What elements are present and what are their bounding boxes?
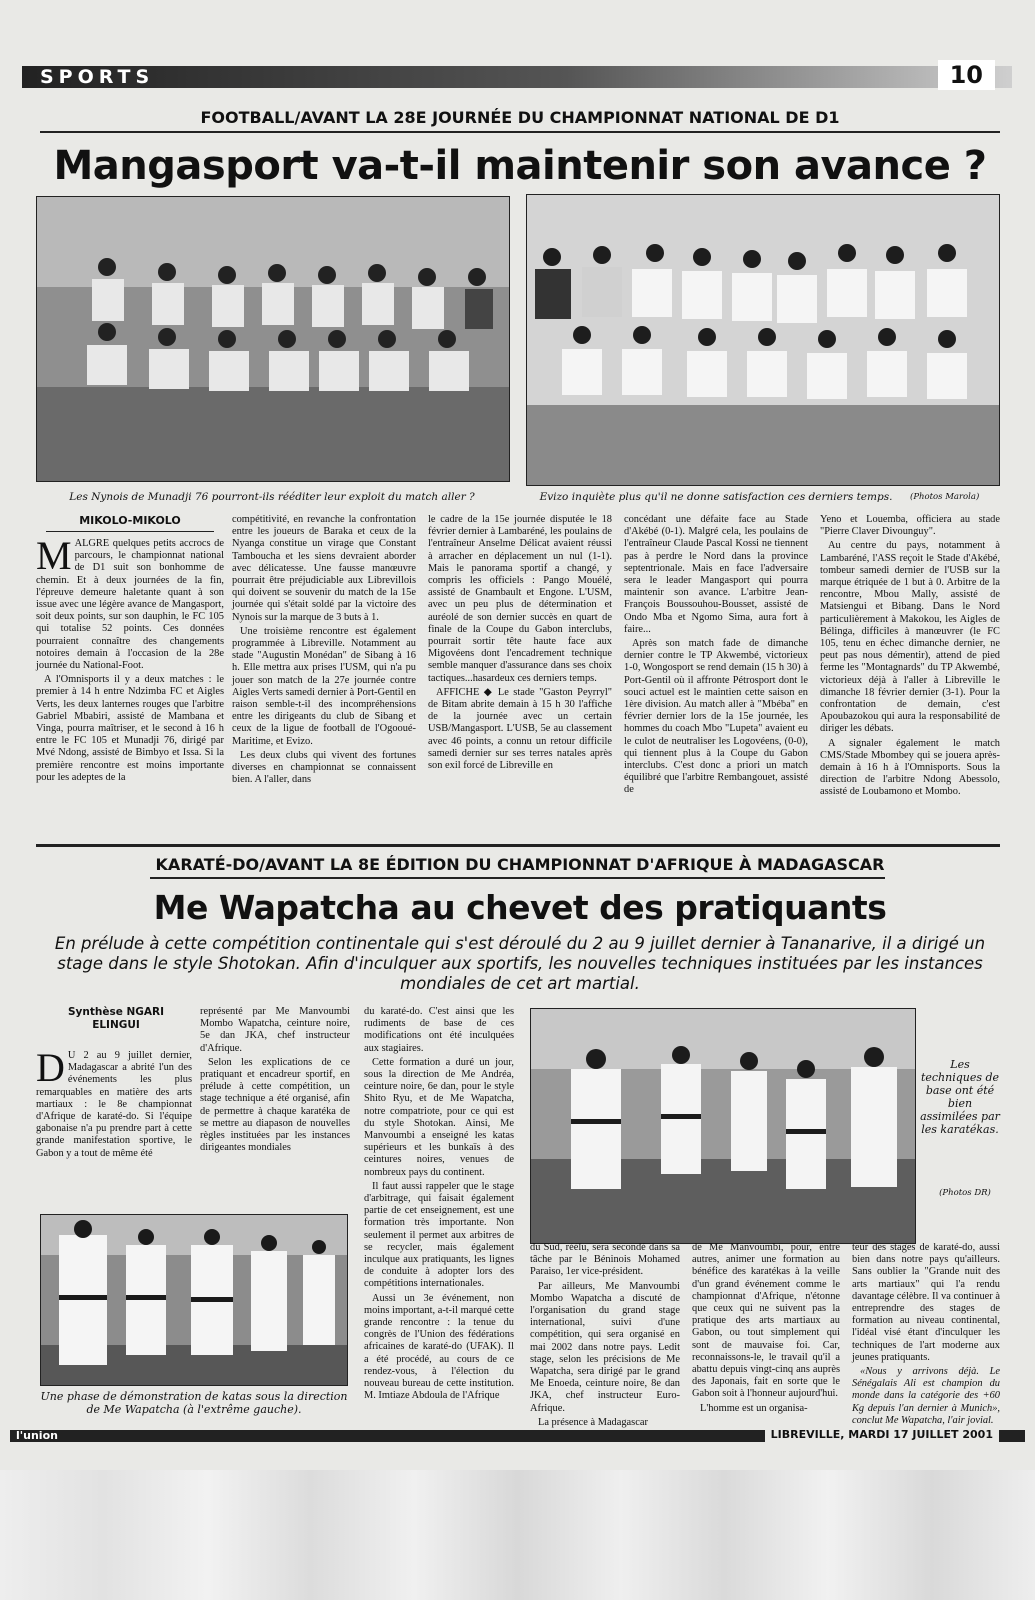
- article2-paragraph: de Me Manvoumbi, pour, entre autres, animer une formation au bénéfice des karatékas à la veille d'un grand événement comme le championnat d'Afrique, n'étonne que ceux qui ne suivent pas la pratique des arts martiaux au Gabon, ou tout simplement qui sont de mauvaise foi. Car, reconnaissons-le, le travail qu'il a abattu depuis vingt-cinq ans auprès des Japonais, fait en sorte que le Gabon soit à l'honneur aujourd'hui.: [692, 1242, 840, 1400]
- page-number: 10: [938, 60, 995, 90]
- article1-column-2: [232, 514, 416, 788]
- article1-column-5: [820, 514, 1000, 801]
- article2-column-1: [36, 1045, 192, 1162]
- article2-paragraph: Aussi un 3e événement, non moins important, a-t-il marqué cette grande rencontre : la tenue du congrès de l'Union des fédérations africaines de karaté-do (UFAK). Il a été procédé, au cours de ce rendez-vous, à l'élection du nouveau bureau de cette institution. M. Imtiaze Abdoula de l'Afrique: [364, 1292, 514, 1402]
- article1-paragraph: Au centre du pays, notamment à Lambaréné, l'ASS reçoit le Stade d'Akébé, tombeur samedi dernier de l'USB sur la marque étriquée de 1 but à 0. Arbitre de la rencontre, Mbou Mally, assisté de Matsiengui et Bibang. Dans le Nord particulièrement à Makokou, les Aigles de Bélinga, difficiles à manœuvrer (le FC 105, tenu en échec dimanche dernier, ne peut pas nous démentir), attend de pied ferme les "Montagnards" du TP Akwembé, victorieux déjà à l'aller à Libreville le dimanche 18 février dernier (3-1). Pour la confrontation de demain, c'est Apoubazokou qui aura la responsabilité de diriger les débats.: [820, 540, 1000, 735]
- byline-line: Synthèse NGARI: [67, 1006, 165, 1018]
- article2-paragraph: La présence à Madagascar: [538, 1416, 648, 1428]
- karate-photo-training: [530, 1008, 916, 1244]
- article2-paragraph: Par ailleurs, Me Manvoumbi Mombo Wapatcha a discuté de l'organisation du grand stage international, suivi d'une compétition, qui sera organisé en mai 2002 dans notre pays. Ledit stage, selon les précisions de Me Wapatcha, sera dirigé par le grand Me Enoeda, ceinture noire, 8e dan JKA, chef instructeur Euro-Afrique.: [530, 1280, 680, 1414]
- dateline: LIBREVILLE, MARDI 17 JUILLET 2001: [765, 1426, 999, 1444]
- kata-caption: Une phase de démonstration de katas sous la direction de Me Wapatcha (à l'extrême gauche).: [40, 1390, 348, 1416]
- article2-paragraph: représenté par Me Manvoumbi Mombo Wapatcha, ceinture noire, 5e dan JKA, chef instructeur d'Afrique.: [200, 1006, 350, 1054]
- byline-line: ELINGUI: [92, 1019, 140, 1031]
- article1-headline: Mangasport va-t-il maintenir son avance ?: [53, 143, 987, 189]
- karate-photo-kata: [40, 1214, 348, 1386]
- caption-evizo: Evizo inquiète plus qu'il ne donne satisfaction ces derniers temps.: [539, 491, 893, 503]
- article1-paragraph: compétitivité, en revanche la confrontation entre les joueurs de Baraka et ceux de la Nyanga constitue un virage que Constant Tamboucha et les siens devraient aborder avec délicatesse. Une fausse manœuvre pourrait être préjudiciable aux Librevillois qui doivent se souvenir du match de la 15e journée qui s'était soldé par la victoire des Nynois sur la marque de 3 buts à 1.: [232, 514, 416, 623]
- article2-paragraph: U 2 au 9 juillet dernier, Madagascar a abrité l'un des événements les plus remarquables en matière des arts martiaux : le 8e championnat d'Afrique de karaté-do. Si l'équipe gabonaise n'a pu prendre part à cette grande manifestation sportive, le Gabon y a tout de même été: [36, 1050, 192, 1159]
- article1-paragraph: AFFICHE ◆ Le stade "Gaston Peyrryl" de Bitam abrite demain à 15 h 30 l'affiche de la journée avec un certain USB/Mangasport. L'USB, 5e au classement avec 46 points, a connu un retour difficile samedi dernier sur ses terres natales après son exil forcé de Libreville en: [428, 686, 612, 772]
- scan-background: [0, 1470, 1035, 1600]
- photo-credit-dr: (Photos DR): [939, 1188, 991, 1198]
- caption-munadji: Les Nynois de Munadji 76 pourront-ils rééditer leur exploit du match aller ?: [69, 491, 475, 503]
- article2-byline: [36, 1006, 196, 1032]
- paper-name: l'union: [16, 1429, 58, 1442]
- team-photo-munadji: [36, 196, 510, 482]
- article1-column-3: [428, 514, 612, 774]
- article2-paragraph: du karaté-do. C'est ainsi que les rudiments de base de ces modifications ont été inculquées aux stagiaires.: [364, 1006, 514, 1054]
- article2-deck: En prélude à cette compétition continentale qui s'est déroulé du 2 au 9 juillet dernier à Tananarive, il a dirigé un stage dans le style Shotokan. Afin d'inculquer aux sportifs, les nouvelles techniques instituées par les instances mondiales de cet art martial.: [54, 934, 986, 993]
- article2-paragraph: L'homme est un organisa-: [700, 1402, 808, 1414]
- photo-credit-marola: (Photos Marola): [910, 492, 980, 502]
- article1-paragraph: ALGRE quelques petits accrocs de parcours, le championnat national de D1 suit son bonhomme de chemin. Et à deux journées de la fin, l'épreuve demeure haletante quant à son issue avec une légère avance de Mangasport, soit deux points, sur son dauphin, le FC 105 qui totalise 52 points. Ces données pourraient connaître des changements notoires demain à l'occasion de la 28e journée du National-Foot.: [36, 538, 224, 672]
- section-name: SPORTS: [40, 66, 155, 88]
- kicker-rule-2: [150, 877, 885, 879]
- article-divider: [36, 844, 1000, 847]
- article2-paragraph: Cette formation a duré un jour, sous la direction de Me Andréa, ceinture noire, 6e dan, pour le style Shito Ryu, et de Me Wapatcha, notre compatriote, pour ce qui est du style Shotokan. Ainsi, Me Manvoumbi a enseigné les katas supérieurs et les bunkaïs à des ceintures noires, venues de nombreux pays du continent.: [364, 1056, 514, 1178]
- article2-dropcap: D: [36, 1045, 65, 1090]
- article1-paragraph: Une troisième rencontre est également programmée à Libreville. Notamment au stade "Augustin Monédan" de Sibang à 16 h. Elle mettra aux prises l'USM, qui n'a pu jouer son match de la 27e journée contre Aigles Verts samedi dernier à Port-Gentil en raison semble-t-il des incompréhensions entre les dirigeants du club de Sibang et ceux de la ligue de football de l'Ogooué-Maritime, et Evizo.: [232, 625, 416, 747]
- article2-column-4: [530, 1242, 680, 1431]
- team-photo-evizo: [526, 194, 1000, 486]
- side-caption: Les techniques de base ont été bien assimilées par les karatékas.: [920, 1058, 1000, 1136]
- article1-column-4: [624, 514, 808, 799]
- article1-paragraph: A signaler également le match CMS/Stade Mbombey qui se jouera après-demain à 16 h à l'Omnisports. Sous la direction de l'arbitre Ndong Abessolo, assisté de Loubamono et Mombo.: [820, 737, 1000, 798]
- article2-paragraph: teur des stages de karaté-do, aussi bien dans notre pays qu'ailleurs. Sans oublier la "Grande nuit des arts martiaux" qui l'a rendu davantage célèbre. Il va continuer à entreprendre des stages de formation au niveau continental, l'idéal visé étant d'inculquer les techniques de l'art moderne aux jeunes pratiquants.: [852, 1242, 1000, 1363]
- article1-byline: MIKOLO-MIKOLO: [79, 514, 181, 527]
- article2-kicker: KARATÉ-DO/AVANT LA 8E ÉDITION DU CHAMPIONNAT D'AFRIQUE À MADAGASCAR: [155, 855, 885, 874]
- article1-paragraph: Après son match fade de dimanche dernier contre le TP Akwembé, victorieux 1-0, Wongosport se rend demain (15 h 30) à Port-Gentil où il affronte Pétrosport dont le souci actuel est le maintien cette saison en 1ère division. Au match aller à "Mbéba" en février dernier lors de la 15e journée, les hommes du coach Mbo "Lupeta" avaient eu le culot de neutraliser les Logovéens, (0-0), qui tiennent plus à la Coupe du Gabon interclubs. C'est donc a priori un match équilibré que l'arbitre Rembangouet, assisté de: [624, 638, 808, 796]
- article2-paragraph: Selon les explications de ce pratiquant et encadreur sportif, en prélude à cette compétition, un stage technique a été organisé, afin de permettre à chaque karatéka de se mettre au diapason de nouvelles règles instituées par les instances dirigeantes mondiales: [200, 1056, 350, 1154]
- article2-column-2: [200, 1006, 350, 1156]
- article1-paragraph: concédant une défaite face au Stade d'Akébé (0-1). Malgré cela, les poulains de l'entraîneur Claude Pascal Kossi ne tiennent pas à perdre le Nord dans la province septentrionale. Mais en face l'adversaire sera le leader Mangasport qui pourra maintenir son avance. L'arbitre Jean-François Boussouhou-Bousset, assisté de Ondo Mba et Ngomo Sima, aura fort à faire...: [624, 514, 808, 635]
- article1-paragraph: A l'Omnisports il y a deux matches : le premier à 14 h entre Ndzimba FC et Aigles Verts, les deux lanternes rouges que l'arbitre Gabriel Mbabiri, assisté de Mambana et Vinga, pourra maîtriser, et le second à 16 h entre le FC 105 et Munadji 76, dirigé par Mvé Ndong, assisté de Bimbyo et Issa. Si la première rencontre est moins importante pour les adeptes de la: [36, 674, 224, 783]
- article1-paragraph: le cadre de la 15e journée disputée le 18 février dernier à Lambaréné, les poulains de l'entraîneur Anselme Délicat avaient réussi à arracher en déplacement un nul (1-1). Mais le panorama sportif a changé, y compris les officiels : Pango Mouélé, assisté de Gnambault et Engone. L'USM, avec un peu plus de détermination et auréolé de son dernier succès en quart de finale de la Coupe du Gabon interclubs, pourrait sortir tête haute face aux Migovéens dont l'encadrement technique semble manquer d'assurance dans ses choix tactiques...hasardeux ces derniers temps.: [428, 514, 612, 684]
- section-bar: [22, 66, 1012, 88]
- article2-paragraph: Il faut aussi rappeler que le stage d'arbitrage, qui faisait également partie de cet enseignement, est une formation très importante. Non seulement il permet aux arbitres de se recycler, mais également inculque aux pratiquants, les lignes de conduite à adopter lors des compétitions internationales.: [364, 1180, 514, 1290]
- article1-kicker: FOOTBALL/AVANT LA 28E JOURNÉE DU CHAMPIONNAT NATIONAL DE D1: [200, 108, 840, 127]
- article2-paragraph: du Sud, réélu, sera secondé dans sa tâche par le Béninois Mohamed Paraiso, 1er vice-président.: [530, 1242, 680, 1278]
- article1-paragraph: Yeno et Louemba, officiera au stade "Pierre Claver Divounguy".: [820, 514, 1000, 538]
- article1-dropcap: M: [36, 533, 72, 578]
- article2-column-3: [364, 1006, 514, 1405]
- article2-column-6: [852, 1242, 1000, 1429]
- article2-column-5: [692, 1242, 840, 1417]
- article2-paragraph: «Nous y arrivons déjà. Le Sénégalais Ali est champion du monde dans la catégorie des +60 Kg depuis l'an dernier à Munich», conclut Me Wapatcha, l'air jovial.: [852, 1366, 1000, 1426]
- byline-rule: [46, 531, 214, 532]
- article1-paragraph: Les deux clubs qui vivent des fortunes diverses en championnat se connaissent bien. A l'aller, dans: [232, 749, 416, 786]
- article1-column-1: [36, 514, 224, 786]
- kicker-rule: [40, 131, 1000, 133]
- article2-headline: Me Wapatcha au chevet des pratiquants: [153, 888, 887, 927]
